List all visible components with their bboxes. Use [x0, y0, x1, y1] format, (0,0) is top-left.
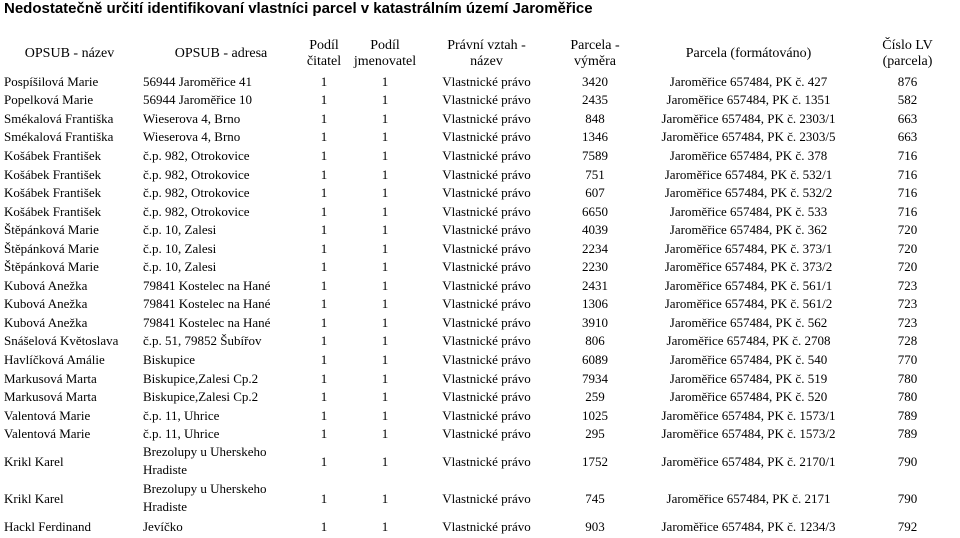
cell-lv-number: 723	[897, 296, 918, 312]
cell-owner-name: Košábek František	[4, 166, 102, 182]
cell-lv-number: 876	[897, 73, 918, 89]
cell-legal-right: Vlastnické právo	[442, 407, 531, 423]
cell-parcel-area: 2431	[582, 277, 608, 293]
cell-owner-name: Havlíčková Amálie	[4, 351, 105, 367]
cell-legal-right: Vlastnické právo	[442, 129, 531, 145]
cell-parcel-area: 848	[585, 110, 605, 126]
cell-share-denominator: 1	[381, 92, 389, 108]
cell-parcel-area: 751	[585, 166, 605, 182]
cell-parcel-area: 7589	[582, 147, 608, 163]
cell-parcel-area: 295	[585, 426, 605, 442]
cell-owner-address: č.p. 51, 79852 Šubířov	[143, 333, 262, 349]
cell-share-numerator: 1	[320, 166, 328, 182]
cell-owner-name: Hackl Ferdinand	[4, 518, 92, 534]
cell-owner-address: 79841 Kostelec na Hané	[143, 314, 271, 330]
cell-lv-number: 770	[897, 351, 918, 367]
cell-owner-address: č.p. 11, Uhrice	[143, 426, 220, 442]
cell-parcel-formatted: Jaroměřice 657484, PK č. 561/1	[664, 277, 833, 293]
cell-lv-number: 723	[897, 277, 918, 293]
cell-parcel-formatted: Jaroměřice 657484, PK č. 1573/1	[661, 407, 836, 423]
cell-share-numerator: 1	[320, 389, 328, 405]
cell-lv-number: 716	[897, 185, 918, 201]
cell-lv-number: 723	[897, 314, 918, 330]
cell-share-numerator: 1	[320, 518, 328, 534]
cell-owner-address: 79841 Kostelec na Hané	[143, 277, 271, 293]
cell-parcel-formatted: Jaroměřice 657484, PK č. 373/2	[664, 259, 833, 275]
cell-share-numerator: 1	[320, 333, 328, 349]
cell-share-numerator: 1	[320, 296, 328, 312]
cell-owner-name: Kubová Anežka	[4, 296, 88, 312]
cell-legal-right: Vlastnické právo	[442, 259, 531, 275]
table-row	[0, 128, 960, 147]
cell-parcel-formatted: Jaroměřice 657484, PK č. 540	[669, 351, 828, 367]
cell-share-denominator: 1	[381, 518, 389, 534]
cell-parcel-area: 3910	[582, 314, 608, 330]
cell-owner-name: Markusová Marta	[4, 389, 97, 405]
cell-parcel-formatted: Jaroměřice 657484, PK č. 519	[669, 370, 828, 386]
table-row	[0, 257, 960, 276]
cell-share-denominator: 1	[381, 351, 389, 367]
cell-share-denominator: 1	[381, 314, 389, 330]
table-row	[0, 350, 960, 369]
cell-owner-name: Krikl Karel	[4, 453, 64, 469]
cell-parcel-formatted: Jaroměřice 657484, PK č. 532/2	[664, 185, 833, 201]
cell-share-denominator: 1	[381, 296, 389, 312]
cell-parcel-formatted: Jaroměřice 657484, PK č. 533	[669, 203, 828, 219]
cell-owner-address: č.p. 982, Otrokovice	[143, 147, 250, 163]
cell-owner-name: Valentová Marie	[4, 426, 91, 442]
cell-owner-name: Štěpánková Marie	[4, 259, 99, 275]
cell-owner-address: Brezolupy u Uherskeho Hradiste	[143, 481, 267, 515]
cell-parcel-formatted: Jaroměřice 657484, PK č. 1234/3	[661, 518, 836, 534]
cell-share-numerator: 1	[320, 110, 328, 126]
cell-owner-name: Kubová Anežka	[4, 314, 88, 330]
cell-legal-right: Vlastnické právo	[442, 490, 531, 506]
cell-owner-name: Smékalová Františka	[4, 129, 114, 145]
cell-legal-right: Vlastnické právo	[442, 147, 531, 163]
cell-owner-address: č.p. 10, Zalesi	[143, 259, 217, 275]
cell-share-denominator: 1	[381, 277, 389, 293]
cell-legal-right: Vlastnické právo	[442, 389, 531, 405]
cell-share-numerator: 1	[320, 426, 328, 442]
cell-share-denominator: 1	[381, 240, 389, 256]
cell-lv-number: 780	[897, 389, 918, 405]
cell-parcel-area: 903	[585, 518, 605, 534]
cell-share-denominator: 1	[381, 426, 389, 442]
cell-legal-right: Vlastnické právo	[442, 73, 531, 89]
cell-share-numerator: 1	[320, 222, 328, 238]
cell-parcel-area: 7934	[582, 370, 608, 386]
cell-share-denominator: 1	[381, 370, 389, 386]
cell-share-denominator: 1	[381, 333, 389, 349]
cell-parcel-area: 1346	[582, 129, 608, 145]
cell-parcel-area: 1306	[582, 296, 608, 312]
cell-owner-address: č.p. 982, Otrokovice	[143, 166, 250, 182]
cell-share-numerator: 1	[320, 407, 328, 423]
cell-owner-address: Brezolupy u Uherskeho Hradiste	[143, 444, 267, 478]
cell-parcel-formatted: Jaroměřice 657484, PK č. 1573/2	[661, 426, 836, 442]
cell-owner-address: Wieserova 4, Brno	[143, 110, 241, 126]
col-header-share-denominator: Podíl jmenovatel	[353, 38, 417, 69]
col-header-address: OPSUB - adresa	[174, 46, 268, 61]
table-row	[0, 295, 960, 314]
cell-owner-address: č.p. 10, Zalesi	[143, 240, 217, 256]
cell-share-denominator: 1	[381, 185, 389, 201]
cell-legal-right: Vlastnické právo	[442, 351, 531, 367]
cell-parcel-area: 607	[585, 185, 605, 201]
col-header-lv-number: Číslo LV (parcela)	[882, 38, 933, 69]
cell-lv-number: 720	[897, 259, 918, 275]
cell-lv-number: 663	[897, 110, 918, 126]
cell-legal-right: Vlastnické právo	[442, 240, 531, 256]
cell-parcel-area: 2435	[582, 92, 608, 108]
cell-owner-name: Krikl Karel	[4, 490, 64, 506]
cell-legal-right: Vlastnické právo	[442, 453, 531, 469]
cell-lv-number: 716	[897, 203, 918, 219]
cell-lv-number: 790	[897, 453, 918, 469]
cell-owner-name: Kubová Anežka	[4, 277, 88, 293]
cell-share-numerator: 1	[320, 351, 328, 367]
table-row	[0, 387, 960, 406]
cell-owner-name: Valentová Marie	[4, 407, 91, 423]
cell-owner-address: č.p. 11, Uhrice	[143, 407, 220, 423]
table-row	[0, 517, 960, 536]
cell-share-denominator: 1	[381, 203, 389, 219]
cell-owner-address: Biskupice,Zalesi Cp.2	[143, 370, 259, 386]
cell-share-denominator: 1	[381, 259, 389, 275]
cell-owner-name: Pospíšilová Marie	[4, 73, 99, 89]
cell-lv-number: 663	[897, 129, 918, 145]
cell-share-denominator: 1	[381, 166, 389, 182]
cell-owner-address: 56944 Jaroměřice 41	[143, 73, 253, 89]
cell-owner-name: Snášelová Květoslava	[4, 333, 119, 349]
cell-lv-number: 720	[897, 240, 918, 256]
cell-parcel-formatted: Jaroměřice 657484, PK č. 561/2	[664, 296, 833, 312]
cell-legal-right: Vlastnické právo	[442, 110, 531, 126]
cell-owner-name: Košábek František	[4, 147, 102, 163]
col-header-legal-right: Právní vztah - název	[447, 38, 526, 69]
col-header-parcel-area: Parcela - výměra	[570, 38, 620, 69]
cell-share-denominator: 1	[381, 453, 389, 469]
cell-parcel-area: 6650	[582, 203, 608, 219]
cell-share-numerator: 1	[320, 453, 328, 469]
cell-lv-number: 790	[897, 490, 918, 506]
cell-parcel-formatted: Jaroměřice 657484, PK č. 378	[669, 147, 828, 163]
cell-parcel-area: 2230	[582, 259, 608, 275]
cell-owner-address: 79841 Kostelec na Hané	[143, 296, 271, 312]
cell-share-denominator: 1	[381, 73, 389, 89]
cell-share-numerator: 1	[320, 240, 328, 256]
table-row	[0, 220, 960, 239]
table-row	[0, 276, 960, 295]
cell-owner-address: 56944 Jaroměřice 10	[143, 92, 253, 108]
cell-share-numerator: 1	[320, 490, 328, 506]
cell-parcel-formatted: Jaroměřice 657484, PK č. 520	[669, 389, 828, 405]
table-row	[0, 202, 960, 221]
cell-owner-address: č.p. 982, Otrokovice	[143, 203, 250, 219]
table-row	[0, 109, 960, 128]
cell-lv-number: 720	[897, 222, 918, 238]
owners-table	[0, 36, 960, 535]
table-row	[0, 369, 960, 388]
cell-owner-address: č.p. 982, Otrokovice	[143, 185, 250, 201]
table-row	[0, 165, 960, 184]
cell-legal-right: Vlastnické právo	[442, 203, 531, 219]
cell-parcel-area: 4039	[582, 222, 608, 238]
cell-owner-address: Wieserova 4, Brno	[143, 129, 241, 145]
cell-share-numerator: 1	[320, 259, 328, 275]
cell-owner-name: Popelková Marie	[4, 92, 94, 108]
cell-legal-right: Vlastnické právo	[442, 314, 531, 330]
cell-parcel-formatted: Jaroměřice 657484, PK č. 2303/5	[661, 129, 836, 145]
cell-parcel-formatted: Jaroměřice 657484, PK č. 362	[669, 222, 828, 238]
table-row	[0, 91, 960, 110]
cell-owner-name: Smékalová Františka	[4, 110, 114, 126]
cell-lv-number: 716	[897, 147, 918, 163]
cell-legal-right: Vlastnické právo	[442, 296, 531, 312]
cell-parcel-formatted: Jaroměřice 657484, PK č. 2170/1	[661, 453, 836, 469]
cell-legal-right: Vlastnické právo	[442, 185, 531, 201]
col-header-parcel-formatted: Parcela (formátováno)	[685, 46, 812, 61]
table-row	[0, 239, 960, 258]
table-row	[0, 72, 960, 91]
col-header-name: OPSUB - název	[24, 46, 115, 61]
cell-parcel-area: 6089	[582, 351, 608, 367]
table-row	[0, 146, 960, 165]
cell-owner-address: Jevíčko	[143, 518, 183, 534]
cell-share-numerator: 1	[320, 185, 328, 201]
cell-share-numerator: 1	[320, 203, 328, 219]
cell-share-denominator: 1	[381, 490, 389, 506]
cell-owner-name: Košábek František	[4, 203, 102, 219]
cell-owner-address: Biskupice	[143, 351, 195, 367]
cell-share-denominator: 1	[381, 407, 389, 423]
cell-share-denominator: 1	[381, 110, 389, 126]
cell-lv-number: 789	[897, 407, 918, 423]
cell-share-numerator: 1	[320, 370, 328, 386]
cell-parcel-area: 2234	[582, 240, 608, 256]
cell-lv-number: 780	[897, 370, 918, 386]
cell-legal-right: Vlastnické právo	[442, 370, 531, 386]
cell-share-numerator: 1	[320, 277, 328, 293]
cell-parcel-area: 1752	[582, 453, 608, 469]
table-row	[0, 406, 960, 425]
table-header-row	[0, 36, 960, 72]
cell-share-numerator: 1	[320, 314, 328, 330]
cell-parcel-formatted: Jaroměřice 657484, PK č. 2171	[666, 490, 831, 506]
table-row	[0, 480, 960, 517]
cell-parcel-formatted: Jaroměřice 657484, PK č. 1351	[666, 92, 831, 108]
cell-share-numerator: 1	[320, 147, 328, 163]
cell-share-numerator: 1	[320, 129, 328, 145]
cell-share-denominator: 1	[381, 222, 389, 238]
cell-legal-right: Vlastnické právo	[442, 518, 531, 534]
cell-lv-number: 792	[897, 518, 918, 534]
table-row	[0, 183, 960, 202]
cell-lv-number: 716	[897, 166, 918, 182]
cell-owner-name: Košábek František	[4, 185, 102, 201]
col-header-share-numerator: Podíl čitatel	[306, 38, 342, 69]
cell-lv-number: 789	[897, 426, 918, 442]
cell-parcel-area: 806	[585, 333, 605, 349]
cell-parcel-area: 1025	[582, 407, 608, 423]
cell-legal-right: Vlastnické právo	[442, 333, 531, 349]
cell-parcel-formatted: Jaroměřice 657484, PK č. 373/1	[664, 240, 833, 256]
cell-share-denominator: 1	[381, 129, 389, 145]
cell-parcel-formatted: Jaroměřice 657484, PK č. 427	[669, 73, 828, 89]
cell-share-denominator: 1	[381, 147, 389, 163]
cell-share-numerator: 1	[320, 73, 328, 89]
cell-parcel-formatted: Jaroměřice 657484, PK č. 562	[669, 314, 828, 330]
cell-owner-name: Markusová Marta	[4, 370, 97, 386]
cell-owner-name: Štěpánková Marie	[4, 240, 99, 256]
cell-owner-address: č.p. 10, Zalesi	[143, 222, 217, 238]
cell-parcel-formatted: Jaroměřice 657484, PK č. 2303/1	[661, 110, 836, 126]
page-title: Nedostatečně určití identifikovaní vlastníci parcel v katastrálním území Jaroměřice	[4, 0, 593, 17]
cell-owner-address: Biskupice,Zalesi Cp.2	[143, 389, 259, 405]
table-row	[0, 332, 960, 351]
cell-parcel-area: 3420	[582, 73, 608, 89]
cell-parcel-area: 259	[585, 389, 605, 405]
cell-parcel-formatted: Jaroměřice 657484, PK č. 2708	[666, 333, 831, 349]
table-row	[0, 443, 960, 480]
cell-owner-name: Štěpánková Marie	[4, 222, 99, 238]
cell-lv-number: 728	[897, 333, 918, 349]
cell-legal-right: Vlastnické právo	[442, 222, 531, 238]
cell-legal-right: Vlastnické právo	[442, 426, 531, 442]
table-row	[0, 313, 960, 332]
cell-legal-right: Vlastnické právo	[442, 92, 531, 108]
cell-legal-right: Vlastnické právo	[442, 166, 531, 182]
cell-parcel-area: 745	[585, 490, 605, 506]
cell-share-numerator: 1	[320, 92, 328, 108]
cell-legal-right: Vlastnické právo	[442, 277, 531, 293]
cell-lv-number: 582	[897, 92, 918, 108]
cell-parcel-formatted: Jaroměřice 657484, PK č. 532/1	[664, 166, 833, 182]
cell-share-denominator: 1	[381, 389, 389, 405]
table-row	[0, 424, 960, 443]
